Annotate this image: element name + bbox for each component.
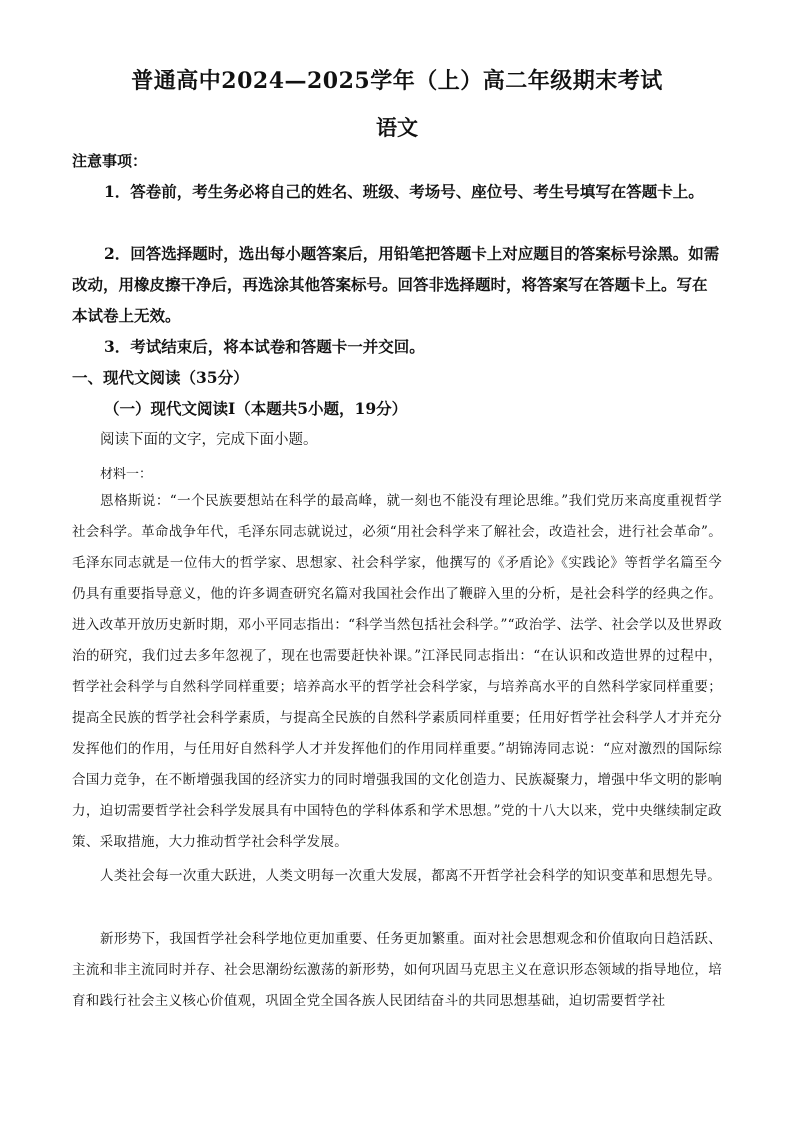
subject-title: 语文 [376, 115, 418, 140]
notice-item-3: 3．考试结束后，将本试卷和答题卡一并交回。 [104, 337, 425, 356]
sub-section-heading: （一）现代文阅读Ⅰ（本题共5小题，19分） [104, 399, 408, 418]
body-paragraph: 恩格斯说：“一个民族要想站在科学的最高峰，就一刻也不能没有理论思维。”我们党历来高度重视哲学社会科学。革命战争年代，毛泽东同志就说过，必须“用社会科学来了解社会，改造社会，进行社会革命”。毛泽东同志就是一位伟大的哲学家、思想家、社会科学家，他撰写的《矛盾论》《实践论》等哲学名篇至今仍具有重要指导意义，他的许多调查研究名篇对我国社会作出了鞭辟入里的分析，是社会科学的经典之作。进入改革开放历史新时期，邓小平同志指出：“科学当然包括社会科学。”“政治学、法学、社会学以及世界政治的研究，我们过去多年忽视了，现在也需要赶快补课。”江泽民同志指出：“在认识和改造世界的过程中，哲学社会科学与自然科学同样重要；培养高水平的哲学社会科学家，与培养高水平的自然科学家同样重要；提高全民族的哲学社会科学素质，与提高全民族的自然科学素质同样重要；任用好哲学社会科学人才并充分发挥他们的作用，与任用好自然科学人才并发挥他们的作用同样重要。”胡锦涛同志说：“应对激烈的国际综合国力竞争，在不断增强我国的经济实力的同时增强我国的文化创造力、民族凝聚力，增强中华文明的影响力，迫切需要哲学社会科学发展具有中国特色的学科体系和学术思想。”党的十八大以来，党中央继续制定政策、采取措施，大力推动哲学社会科学发展。 [72, 493, 722, 850]
exam-title: 普通高中2024—2025学年（上）高二年级期末考试 [131, 68, 663, 94]
body-paragraph: 人类社会每一次重大跃进，人类文明每一次重大发展，都离不开哲学社会科学的知识变革和思想先导。 [100, 868, 721, 884]
notice-item-2: 2．回答选择题时，选出每小题答案后，用铅笔把答题卡上对应题目的答案标号涂黑。如需改动，用橡皮擦干净后，再选涂其他答案标号。回答非选择题时，将答案写在答题卡上。写在本试卷上无效。 [72, 244, 720, 325]
body-paragraph: 新形势下，我国哲学社会科学地位更加重要、任务更加繁重。面对社会思想观念和价值取向日趋活跃、主流和非主流同时并存、社会思潮纷纭激荡的新形势，如何巩固马克思主义在意识形态领域的指导地位，培育和践行社会主义核心价值观，巩固全党全国各族人民团结奋斗的共同思想基础，迫切需要哲学社 [72, 931, 722, 1009]
notice-item-1: 1．答卷前，考生务必将自己的姓名、班级、考场号、座位号、考生号填写在答题卡上。 [104, 182, 704, 201]
section-heading: 一、现代文阅读（35分） [72, 368, 249, 387]
notice-heading: 注意事项： [72, 152, 148, 170]
reading-instruction: 阅读下面的文字，完成下面小题。 [100, 432, 318, 448]
material-label: 材料一： [100, 467, 153, 482]
